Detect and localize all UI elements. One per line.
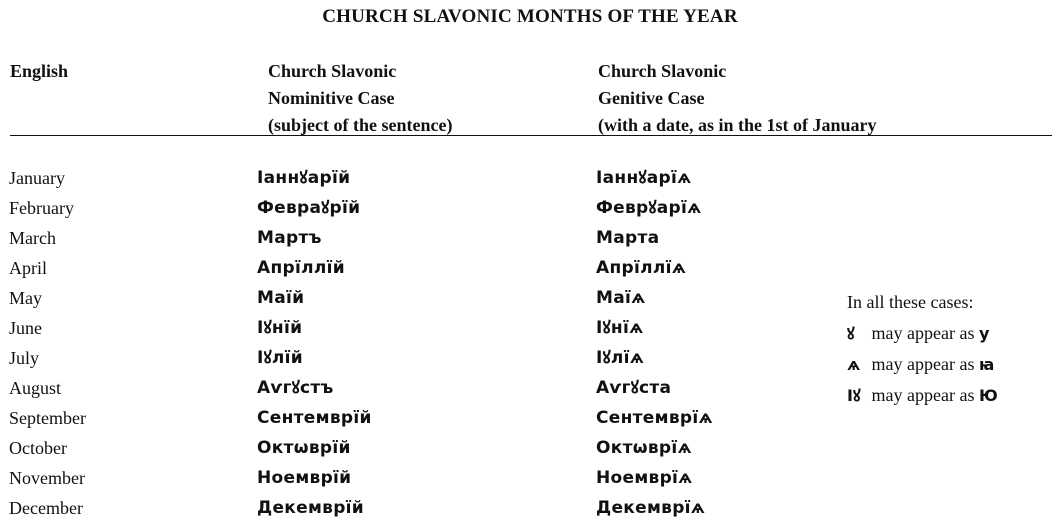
header-nominative [268,58,452,139]
month-english: March [9,228,56,248]
note-item-from: ꙋ [847,324,855,343]
month-english: April [9,258,47,278]
month-genitive: Іаннꙋарїѧ [596,168,692,188]
header-genitive-line: Genitive Case [598,88,705,108]
month-genitive: Сентемврїѧ [596,408,713,428]
month-nominative: Мартъ [257,228,322,248]
note-item-from: ѧ [847,355,861,374]
month-nominative: Ноемврїй [257,468,352,488]
month-genitive: Аѵгꙋста [596,378,672,398]
month-nominative: Маїй [257,288,305,308]
month-nominative: Февраꙋрїй [257,198,361,218]
note-item [847,349,999,380]
month-nominative: Іꙋнїй [257,318,303,338]
month-english: September [9,408,86,428]
table-row [0,193,1060,223]
page-title: CHURCH SLAVONIC MONTHS OF THE YEAR [322,6,738,27]
note-item-to: у [978,324,990,343]
note-item-text: may appear as [871,323,975,343]
note-item-to: ꙗ [978,355,995,374]
month-english: February [9,198,74,218]
header-nominative-line: (subject of the sentence) [268,115,453,135]
month-english: July [9,348,40,368]
note-heading: In all these cases: [847,292,974,312]
header-genitive-line: (with a date, as in the 1st of January [598,115,877,135]
table-row [0,463,1060,493]
month-nominative: Іаннꙋарїй [257,168,351,188]
table-row [0,493,1060,523]
note-item-text: may appear as [871,385,975,405]
header-genitive [598,58,877,139]
month-genitive: Іꙋнїѧ [596,318,644,338]
note-item [847,318,999,349]
month-genitive: Октѡврїѧ [596,438,692,458]
header-rule [10,135,1052,136]
table-row [0,163,1060,193]
header-nominative-line: Nominitive Case [268,88,395,108]
month-english: November [9,468,85,488]
header-nominative-line: Church Slavonic [268,61,397,81]
note-item-from: Іꙋ [847,386,861,405]
month-nominative: Октѡврїй [257,438,351,458]
month-genitive: Феврꙋарїѧ [596,198,702,218]
month-english: August [9,378,62,398]
month-english: January [9,168,65,188]
table-row [0,223,1060,253]
month-genitive: Маїѧ [596,288,646,308]
month-nominative: Апрїллїй [257,258,345,278]
month-english: December [9,498,83,518]
month-english: October [9,438,67,458]
month-genitive: Марта [596,228,660,248]
header-english: English [10,61,69,81]
month-english: June [9,318,42,338]
table-row [0,253,1060,283]
note-item-text: may appear as [871,354,975,374]
table-row [0,433,1060,463]
month-english: May [9,288,42,308]
month-nominative: Аѵгꙋстъ [257,378,334,398]
month-genitive: Ноемврїѧ [596,468,693,488]
note-item-to: Ю [978,386,998,405]
header-genitive-line: Church Slavonic [598,61,727,81]
spelling-variants-note [847,287,999,411]
month-nominative: Декемврїй [257,498,364,518]
month-genitive: Апрїллїѧ [596,258,687,278]
month-nominative: Іꙋлїй [257,348,303,368]
month-nominative: Сентемврїй [257,408,372,428]
note-item [847,380,999,411]
month-genitive: Декемврїѧ [596,498,706,518]
month-genitive: Іꙋлїѧ [596,348,645,368]
